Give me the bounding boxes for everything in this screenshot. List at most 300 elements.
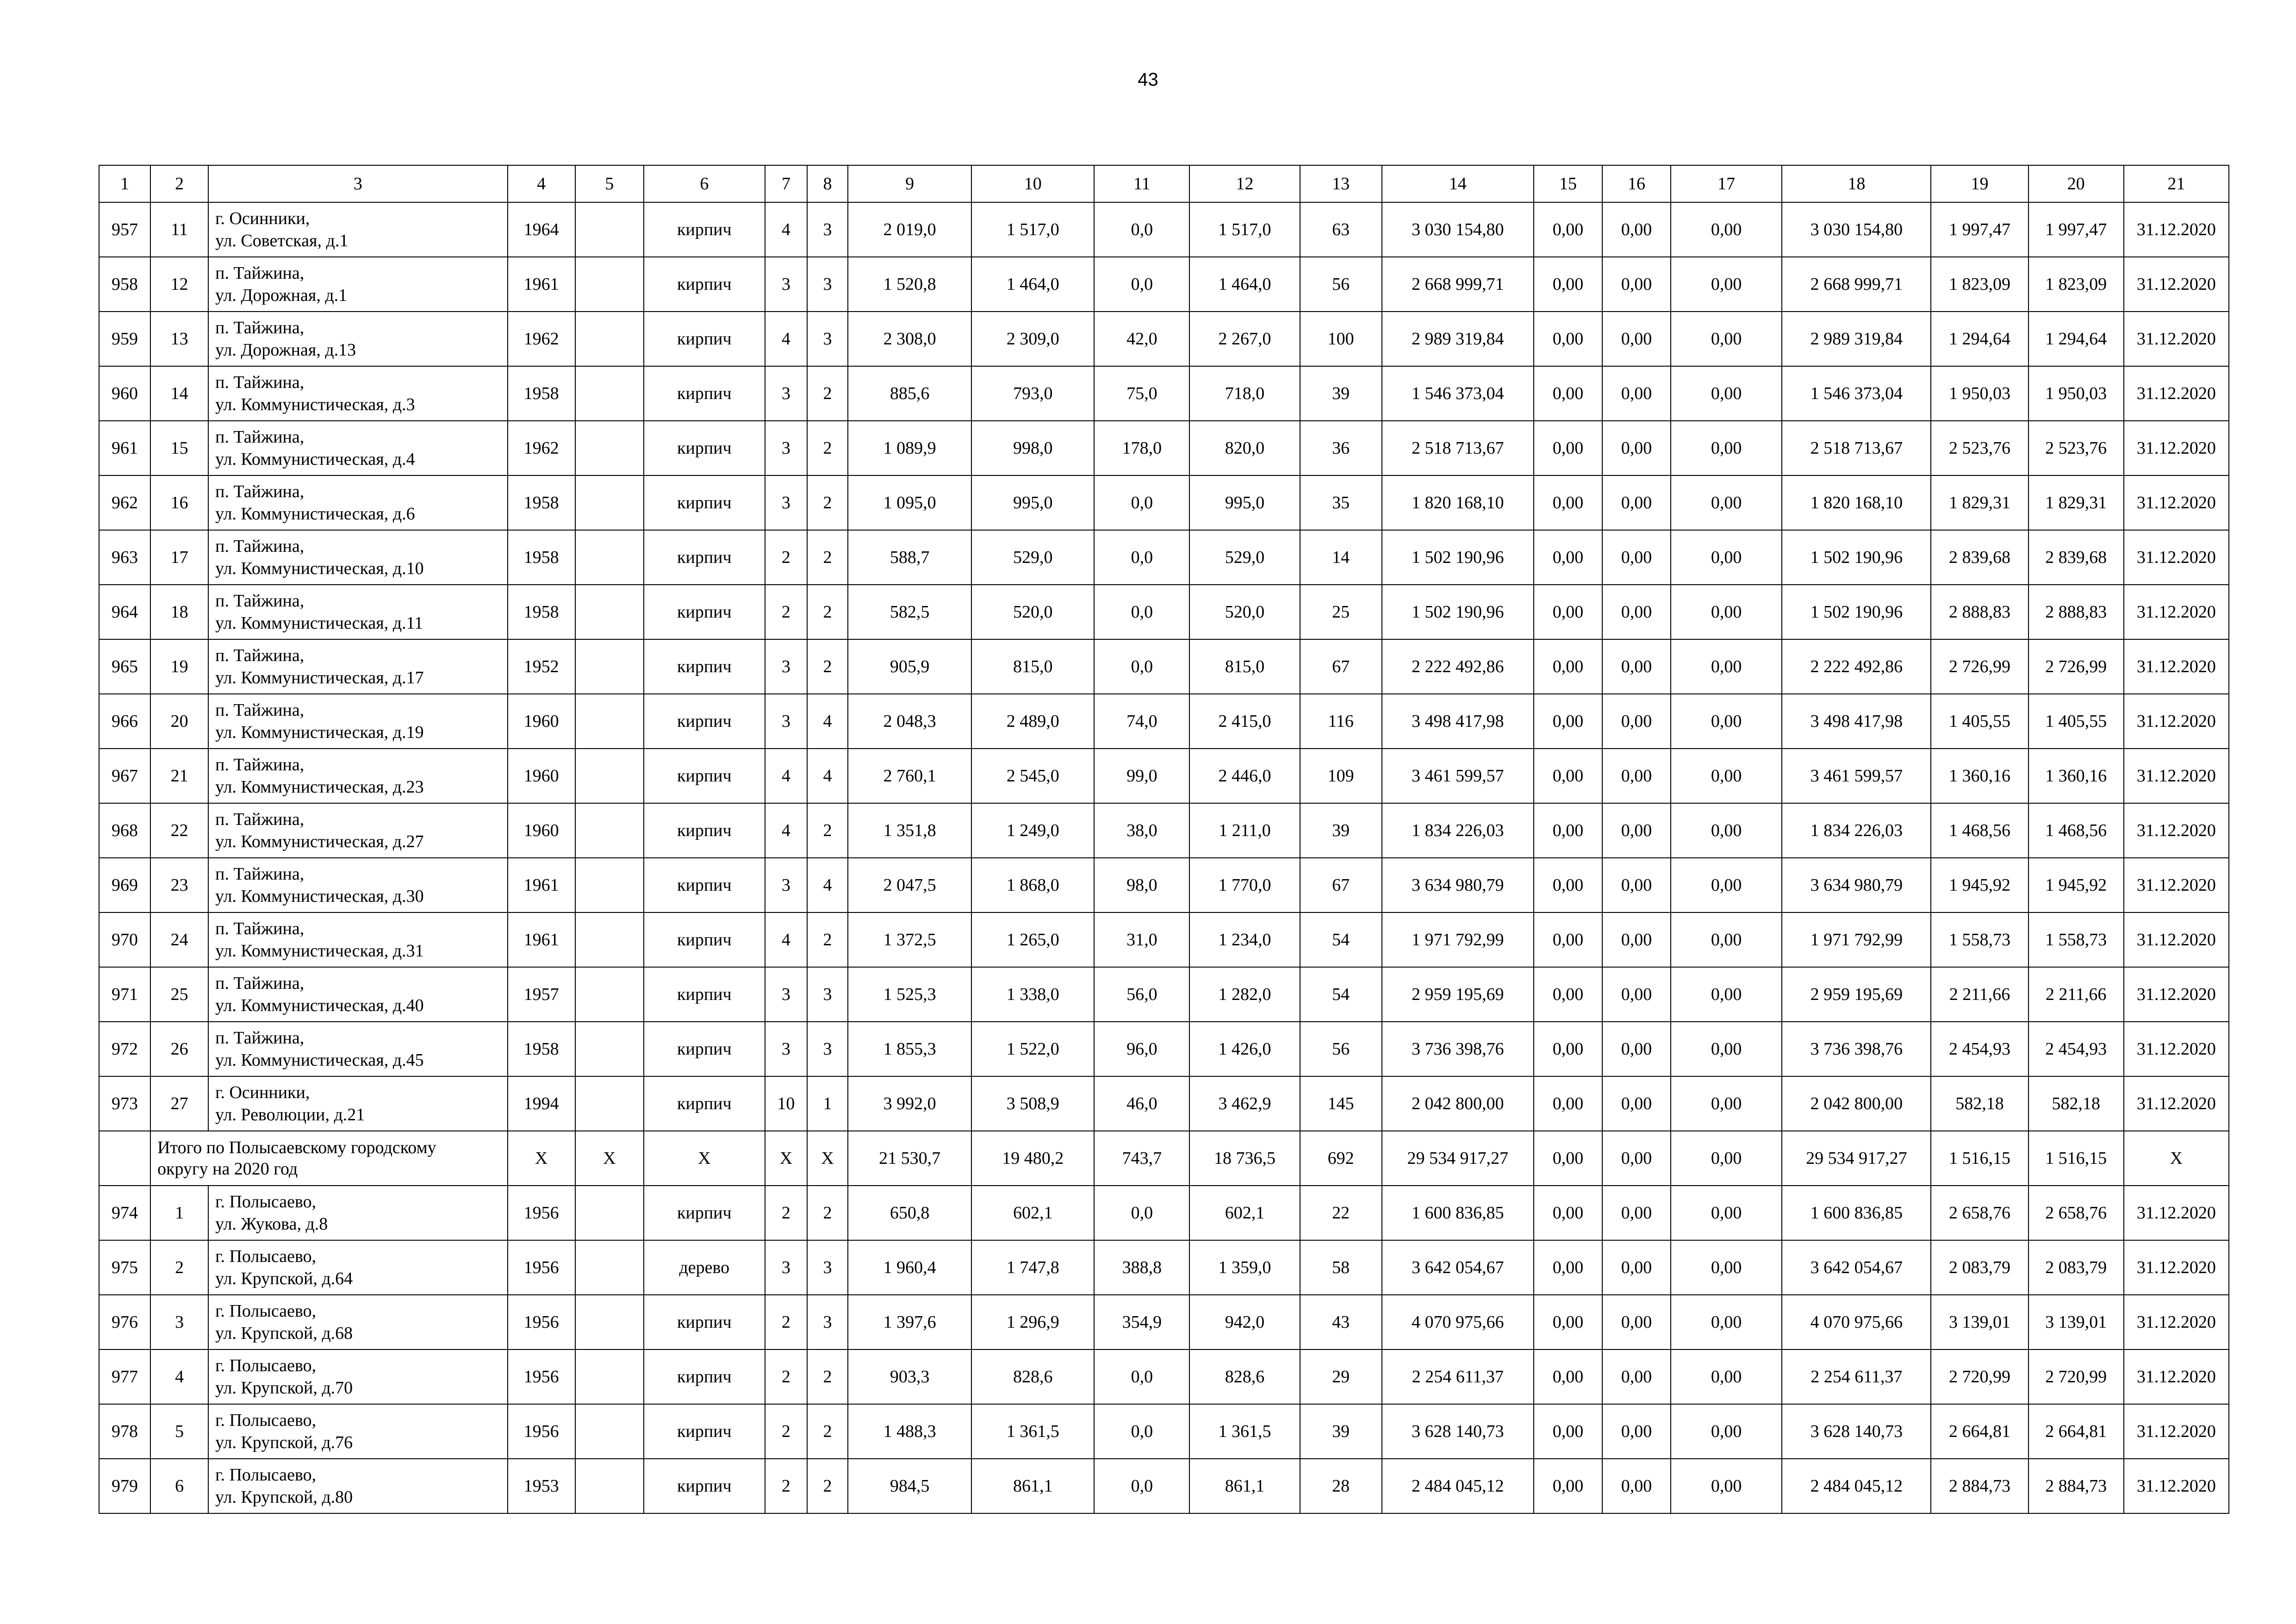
table-row xyxy=(99,366,2229,421)
data-cell: 0,00 xyxy=(1602,257,1671,312)
data-cell xyxy=(575,1349,644,1404)
local-number-cell: 18 xyxy=(150,585,208,639)
address-cell xyxy=(208,858,507,912)
data-cell: 1 249,0 xyxy=(971,803,1094,858)
data-cell: 1 997,47 xyxy=(1931,202,2028,257)
data-cell: 718,0 xyxy=(1189,366,1300,421)
data-cell: 2 839,68 xyxy=(2028,530,2124,585)
address-line: п. Тайжина, xyxy=(215,373,305,392)
address-line: ул. Жукова, д.8 xyxy=(215,1214,328,1234)
data-cell: 39 xyxy=(1300,1404,1382,1459)
data-cell: 3 508,9 xyxy=(971,1076,1094,1131)
data-cell: 3 462,9 xyxy=(1189,1076,1300,1131)
data-cell: 582,5 xyxy=(848,585,971,639)
data-cell: 1 360,16 xyxy=(2028,749,2124,803)
data-cell: 1 405,55 xyxy=(1931,694,2028,749)
data-cell: 0,00 xyxy=(1602,858,1671,912)
data-cell: 1 950,03 xyxy=(1931,366,2028,421)
data-cell: 38,0 xyxy=(1094,803,1189,858)
data-cell: 29 xyxy=(1300,1349,1382,1404)
row-number-cell: 976 xyxy=(99,1295,150,1349)
address-line: ул. Коммунистическая, д.31 xyxy=(215,941,424,961)
data-cell xyxy=(575,1404,644,1459)
data-cell xyxy=(575,257,644,312)
data-cell: 74,0 xyxy=(1094,694,1189,749)
data-cell: 1956 xyxy=(508,1349,575,1404)
row-number-cell: 962 xyxy=(99,475,150,530)
address-line: ул. Коммунистическая, д.3 xyxy=(215,395,415,414)
local-number-cell: 27 xyxy=(150,1076,208,1131)
data-cell: 861,1 xyxy=(1189,1459,1300,1513)
data-cell: 0,00 xyxy=(1602,639,1671,694)
address-line: п. Тайжина, xyxy=(215,974,305,993)
data-cell: 1 464,0 xyxy=(1189,257,1300,312)
data-cell: 0,00 xyxy=(1671,749,1782,803)
data-cell: 1 372,5 xyxy=(848,912,971,967)
data-cell: 4 xyxy=(807,749,848,803)
data-cell: 1 520,8 xyxy=(848,257,971,312)
data-cell: 1 600 836,85 xyxy=(1782,1186,1931,1240)
data-cell: 3 139,01 xyxy=(1931,1295,2028,1349)
data-cell: 2 415,0 xyxy=(1189,694,1300,749)
data-cell: 2 760,1 xyxy=(848,749,971,803)
data-cell: 3 992,0 xyxy=(848,1076,971,1131)
address-line: п. Тайжина, xyxy=(215,591,305,611)
address-cell xyxy=(208,1240,507,1295)
address-cell xyxy=(208,694,507,749)
column-header: 15 xyxy=(1534,165,1602,202)
data-cell: кирпич xyxy=(644,1076,765,1131)
row-number-cell: 958 xyxy=(99,257,150,312)
data-cell: 2 xyxy=(807,1349,848,1404)
column-header: 21 xyxy=(2124,165,2229,202)
address-line: ул. Коммунистическая, д.19 xyxy=(215,723,424,742)
table-row xyxy=(99,1240,2229,1295)
data-cell: 36 xyxy=(1300,421,1382,475)
data-cell: кирпич xyxy=(644,366,765,421)
data-cell: 1958 xyxy=(508,366,575,421)
data-cell: кирпич xyxy=(644,202,765,257)
total-cell: Х xyxy=(765,1131,807,1186)
data-cell: 2 254 611,37 xyxy=(1382,1349,1534,1404)
data-cell: 2 083,79 xyxy=(1931,1240,2028,1295)
data-cell: 1 361,5 xyxy=(971,1404,1094,1459)
address-cell xyxy=(208,475,507,530)
data-cell: 1 211,0 xyxy=(1189,803,1300,858)
data-cell: 0,00 xyxy=(1671,1404,1782,1459)
data-cell: 0,00 xyxy=(1602,421,1671,475)
data-cell: 2 xyxy=(765,1349,807,1404)
address-line: ул. Коммунистическая, д.23 xyxy=(215,777,424,797)
data-cell: кирпич xyxy=(644,1349,765,1404)
data-cell: 31.12.2020 xyxy=(2124,312,2229,366)
data-cell: 2 523,76 xyxy=(1931,421,2028,475)
data-cell: 31.12.2020 xyxy=(2124,858,2229,912)
data-cell: 582,18 xyxy=(2028,1076,2124,1131)
local-number-cell: 3 xyxy=(150,1295,208,1349)
data-cell: 1956 xyxy=(508,1240,575,1295)
data-cell: 1957 xyxy=(508,967,575,1022)
data-cell: 2 484 045,12 xyxy=(1782,1459,1931,1513)
data-cell: кирпич xyxy=(644,694,765,749)
data-cell: 1961 xyxy=(508,858,575,912)
data-cell: 0,00 xyxy=(1602,749,1671,803)
data-cell: 0,00 xyxy=(1671,312,1782,366)
data-cell: кирпич xyxy=(644,1186,765,1240)
address-cell xyxy=(208,312,507,366)
data-cell: 1 488,3 xyxy=(848,1404,971,1459)
data-cell: 2 xyxy=(807,639,848,694)
data-cell xyxy=(575,366,644,421)
data-cell: 31.12.2020 xyxy=(2124,202,2229,257)
data-cell: 1 558,73 xyxy=(2028,912,2124,967)
data-cell: 1960 xyxy=(508,694,575,749)
data-cell: 2 658,76 xyxy=(2028,1186,2124,1240)
table-row xyxy=(99,803,2229,858)
data-cell: 1 464,0 xyxy=(971,257,1094,312)
data-cell: 1 282,0 xyxy=(1189,967,1300,1022)
data-cell: 31.12.2020 xyxy=(2124,585,2229,639)
data-cell: 0,00 xyxy=(1602,1186,1671,1240)
data-cell: 2 xyxy=(807,1186,848,1240)
data-cell: 1962 xyxy=(508,421,575,475)
data-cell: 0,00 xyxy=(1602,530,1671,585)
data-cell: 3 498 417,98 xyxy=(1382,694,1534,749)
column-header: 6 xyxy=(644,165,765,202)
data-cell xyxy=(575,1186,644,1240)
data-cell: 2 658,76 xyxy=(1931,1186,2028,1240)
data-cell xyxy=(575,1240,644,1295)
address-line: п. Тайжина, xyxy=(215,1028,305,1048)
data-cell: 1 502 190,96 xyxy=(1382,585,1534,639)
data-cell: 1 820 168,10 xyxy=(1382,475,1534,530)
data-cell: 1958 xyxy=(508,530,575,585)
data-cell: 1 829,31 xyxy=(1931,475,2028,530)
address-line: ул. Коммунистическая, д.45 xyxy=(215,1050,424,1070)
data-cell: 3 030 154,80 xyxy=(1382,202,1534,257)
data-cell: 0,00 xyxy=(1534,312,1602,366)
address-line: г. Полысаево, xyxy=(215,1465,317,1485)
total-cell: 1 516,15 xyxy=(2028,1131,2124,1186)
data-cell: 0,00 xyxy=(1671,202,1782,257)
data-cell: 0,0 xyxy=(1094,257,1189,312)
data-cell: 3 xyxy=(765,694,807,749)
data-cell: 588,7 xyxy=(848,530,971,585)
column-header: 1 xyxy=(99,165,150,202)
row-number-cell: 978 xyxy=(99,1404,150,1459)
data-cell: 31.12.2020 xyxy=(2124,257,2229,312)
address-cell xyxy=(208,366,507,421)
data-cell: 22 xyxy=(1300,1186,1382,1240)
data-cell: 31.12.2020 xyxy=(2124,912,2229,967)
data-cell: 0,00 xyxy=(1602,694,1671,749)
data-cell: 3 xyxy=(807,1295,848,1349)
data-cell: 1 600 836,85 xyxy=(1382,1186,1534,1240)
data-cell: 2 839,68 xyxy=(1931,530,2028,585)
row-number-cell: 974 xyxy=(99,1186,150,1240)
row-number-cell: 957 xyxy=(99,202,150,257)
column-header: 20 xyxy=(2028,165,2124,202)
data-cell: 3 628 140,73 xyxy=(1382,1404,1534,1459)
table-body xyxy=(99,165,2229,1513)
total-cell: Х xyxy=(575,1131,644,1186)
address-line: ул. Коммунистическая, д.4 xyxy=(215,450,415,469)
data-cell: 2 454,93 xyxy=(1931,1022,2028,1076)
column-header: 19 xyxy=(1931,165,2028,202)
data-cell: 1 426,0 xyxy=(1189,1022,1300,1076)
data-cell: 4 xyxy=(765,202,807,257)
table-row xyxy=(99,749,2229,803)
address-cell xyxy=(208,257,507,312)
table-row xyxy=(99,912,2229,967)
data-cell: 14 xyxy=(1300,530,1382,585)
data-cell xyxy=(575,530,644,585)
data-cell: 0,00 xyxy=(1671,1240,1782,1295)
data-cell: 3 xyxy=(807,202,848,257)
data-cell xyxy=(575,639,644,694)
address-line: п. Тайжина, xyxy=(215,318,305,337)
data-cell: 3 634 980,79 xyxy=(1382,858,1534,912)
data-cell xyxy=(575,749,644,803)
data-cell: 4 xyxy=(765,749,807,803)
data-cell: 10 xyxy=(765,1076,807,1131)
data-cell: 1 502 190,96 xyxy=(1382,530,1534,585)
data-cell: 2 xyxy=(807,421,848,475)
data-cell: 2 720,99 xyxy=(2028,1349,2124,1404)
data-cell: 1 945,92 xyxy=(2028,858,2124,912)
local-number-cell: 4 xyxy=(150,1349,208,1404)
data-cell: 0,00 xyxy=(1671,1349,1782,1404)
data-cell: 2 xyxy=(807,475,848,530)
data-cell: 2 454,93 xyxy=(2028,1022,2124,1076)
data-cell: 99,0 xyxy=(1094,749,1189,803)
data-cell: 2 489,0 xyxy=(971,694,1094,749)
data-cell: кирпич xyxy=(644,858,765,912)
row-number-cell: 966 xyxy=(99,694,150,749)
total-cell: Х xyxy=(807,1131,848,1186)
data-cell: 0,00 xyxy=(1602,312,1671,366)
address-cell xyxy=(208,202,507,257)
data-cell xyxy=(575,475,644,530)
address-line: г. Полысаево, xyxy=(215,1247,317,1266)
data-cell: кирпич xyxy=(644,1459,765,1513)
address-line: ул. Крупской, д.70 xyxy=(215,1378,353,1398)
data-cell: 3 xyxy=(765,257,807,312)
data-cell xyxy=(575,912,644,967)
data-cell: 3 xyxy=(765,1240,807,1295)
data-cell: 0,00 xyxy=(1671,694,1782,749)
data-cell: 3 736 398,76 xyxy=(1382,1022,1534,1076)
data-cell: 1960 xyxy=(508,803,575,858)
table-row xyxy=(99,1022,2229,1076)
data-cell: 1 546 373,04 xyxy=(1782,366,1931,421)
data-cell: 0,00 xyxy=(1534,530,1602,585)
data-cell: 1 945,92 xyxy=(1931,858,2028,912)
data-cell: 145 xyxy=(1300,1076,1382,1131)
data-cell: 1 234,0 xyxy=(1189,912,1300,967)
data-cell: 54 xyxy=(1300,967,1382,1022)
address-line: п. Тайжина, xyxy=(215,700,305,720)
table-row xyxy=(99,585,2229,639)
data-cell xyxy=(575,202,644,257)
data-cell: 3 xyxy=(765,475,807,530)
data-cell: 0,00 xyxy=(1602,1349,1671,1404)
address-line: ул. Советская, д.1 xyxy=(215,231,348,250)
data-cell xyxy=(575,1459,644,1513)
data-cell: 2 222 492,86 xyxy=(1382,639,1534,694)
data-cell: 0,00 xyxy=(1534,1459,1602,1513)
data-cell: 1 950,03 xyxy=(2028,366,2124,421)
data-cell xyxy=(575,1022,644,1076)
total-cell: 0,00 xyxy=(1602,1131,1671,1186)
local-number-cell: 19 xyxy=(150,639,208,694)
address-line: ул. Коммунистическая, д.17 xyxy=(215,668,424,687)
data-cell: 0,00 xyxy=(1671,366,1782,421)
data-cell: 1 468,56 xyxy=(1931,803,2028,858)
local-number-cell: 5 xyxy=(150,1404,208,1459)
table-row xyxy=(99,1076,2229,1131)
local-number-cell: 24 xyxy=(150,912,208,967)
data-cell: 3 461 599,57 xyxy=(1382,749,1534,803)
data-cell: 650,8 xyxy=(848,1186,971,1240)
address-line: ул. Крупской, д.64 xyxy=(215,1269,353,1288)
column-header: 17 xyxy=(1671,165,1782,202)
data-cell: 0,00 xyxy=(1602,202,1671,257)
address-line: ул. Дорожная, д.13 xyxy=(215,340,356,360)
local-number-cell: 16 xyxy=(150,475,208,530)
data-cell xyxy=(575,1295,644,1349)
data-cell: 0,00 xyxy=(1671,257,1782,312)
data-cell: 0,00 xyxy=(1602,967,1671,1022)
data-cell: 178,0 xyxy=(1094,421,1189,475)
data-cell: 1956 xyxy=(508,1295,575,1349)
data-cell: 0,00 xyxy=(1602,1240,1671,1295)
data-cell: 4 xyxy=(807,694,848,749)
data-cell: 1960 xyxy=(508,749,575,803)
data-cell: 0,00 xyxy=(1602,912,1671,967)
data-cell: 46,0 xyxy=(1094,1076,1189,1131)
data-cell: 2 254 611,37 xyxy=(1782,1349,1931,1404)
data-cell: 1958 xyxy=(508,475,575,530)
data-cell: 0,00 xyxy=(1534,585,1602,639)
data-cell: 3 xyxy=(765,421,807,475)
data-cell: 67 xyxy=(1300,639,1382,694)
data-cell: 1 468,56 xyxy=(2028,803,2124,858)
address-line: п. Тайжина, xyxy=(215,646,305,665)
local-number-cell: 22 xyxy=(150,803,208,858)
row-number-cell: 979 xyxy=(99,1459,150,1513)
data-cell: 25 xyxy=(1300,585,1382,639)
total-cell: 21 530,7 xyxy=(848,1131,971,1186)
total-cell: 18 736,5 xyxy=(1189,1131,1300,1186)
data-cell: 1 868,0 xyxy=(971,858,1094,912)
data-cell: 0,00 xyxy=(1671,858,1782,912)
table-row xyxy=(99,202,2229,257)
address-line: п. Тайжина, xyxy=(215,427,305,447)
column-header: 18 xyxy=(1782,165,1931,202)
data-cell: 1 820 168,10 xyxy=(1782,475,1931,530)
column-header: 16 xyxy=(1602,165,1671,202)
data-cell: 0,0 xyxy=(1094,1404,1189,1459)
data-cell: 3 xyxy=(807,967,848,1022)
data-cell: 1 405,55 xyxy=(2028,694,2124,749)
data-cell: 4 070 975,66 xyxy=(1782,1295,1931,1349)
data-cell: 4 070 975,66 xyxy=(1382,1295,1534,1349)
data-cell: 903,3 xyxy=(848,1349,971,1404)
address-line: г. Полысаево, xyxy=(215,1301,317,1321)
data-cell: 2 989 319,84 xyxy=(1782,312,1931,366)
data-cell: 2 484 045,12 xyxy=(1382,1459,1534,1513)
row-number-cell: 975 xyxy=(99,1240,150,1295)
data-cell: 3 642 054,67 xyxy=(1782,1240,1931,1295)
table-row xyxy=(99,1349,2229,1404)
data-cell: 1 558,73 xyxy=(1931,912,2028,967)
data-cell: 0,00 xyxy=(1602,1076,1671,1131)
data-cell: 1 834 226,03 xyxy=(1382,803,1534,858)
data-cell: 0,00 xyxy=(1534,858,1602,912)
address-line: г. Полысаево, xyxy=(215,1356,317,1375)
data-cell: 0,00 xyxy=(1671,803,1782,858)
data-cell: 109 xyxy=(1300,749,1382,803)
address-line: ул. Коммунистическая, д.40 xyxy=(215,996,424,1015)
address-cell xyxy=(208,1404,507,1459)
total-cell: 29 534 917,27 xyxy=(1382,1131,1534,1186)
data-cell: 75,0 xyxy=(1094,366,1189,421)
data-cell: 3 498 417,98 xyxy=(1782,694,1931,749)
data-cell: 1 770,0 xyxy=(1189,858,1300,912)
address-line: ул. Революции, д.21 xyxy=(215,1105,365,1124)
total-row xyxy=(99,1131,2229,1186)
data-cell xyxy=(575,421,644,475)
data-cell: 2 309,0 xyxy=(971,312,1094,366)
data-cell: 529,0 xyxy=(1189,530,1300,585)
data-cell: 2 042 800,00 xyxy=(1382,1076,1534,1131)
local-number-cell: 1 xyxy=(150,1186,208,1240)
data-cell: 31.12.2020 xyxy=(2124,639,2229,694)
data-cell: 0,00 xyxy=(1671,421,1782,475)
column-header: 12 xyxy=(1189,165,1300,202)
data-cell: 0,00 xyxy=(1534,1295,1602,1349)
data-cell: 582,18 xyxy=(1931,1076,2028,1131)
address-line: ул. Крупской, д.76 xyxy=(215,1433,353,1452)
address-cell xyxy=(208,530,507,585)
data-cell: 1 361,5 xyxy=(1189,1404,1300,1459)
data-cell: 39 xyxy=(1300,803,1382,858)
data-cell: 0,00 xyxy=(1602,1022,1671,1076)
row-number-cell: 973 xyxy=(99,1076,150,1131)
row-number-cell: 969 xyxy=(99,858,150,912)
data-cell: 828,6 xyxy=(1189,1349,1300,1404)
data-cell: 2 211,66 xyxy=(1931,967,2028,1022)
data-cell: 0,00 xyxy=(1671,530,1782,585)
column-header: 9 xyxy=(848,165,971,202)
data-cell: 2 xyxy=(807,803,848,858)
data-cell: 0,00 xyxy=(1534,421,1602,475)
data-cell: 2 720,99 xyxy=(1931,1349,2028,1404)
data-cell: 998,0 xyxy=(971,421,1094,475)
data-cell xyxy=(575,585,644,639)
data-cell: 0,00 xyxy=(1671,475,1782,530)
table-row xyxy=(99,1295,2229,1349)
data-cell: 43 xyxy=(1300,1295,1382,1349)
data-cell: 3 xyxy=(765,366,807,421)
data-cell: 1994 xyxy=(508,1076,575,1131)
data-cell xyxy=(575,694,644,749)
table-row xyxy=(99,694,2229,749)
data-cell: 0,00 xyxy=(1671,912,1782,967)
data-cell: 1 294,64 xyxy=(1931,312,2028,366)
data-cell: 2 222 492,86 xyxy=(1782,639,1931,694)
